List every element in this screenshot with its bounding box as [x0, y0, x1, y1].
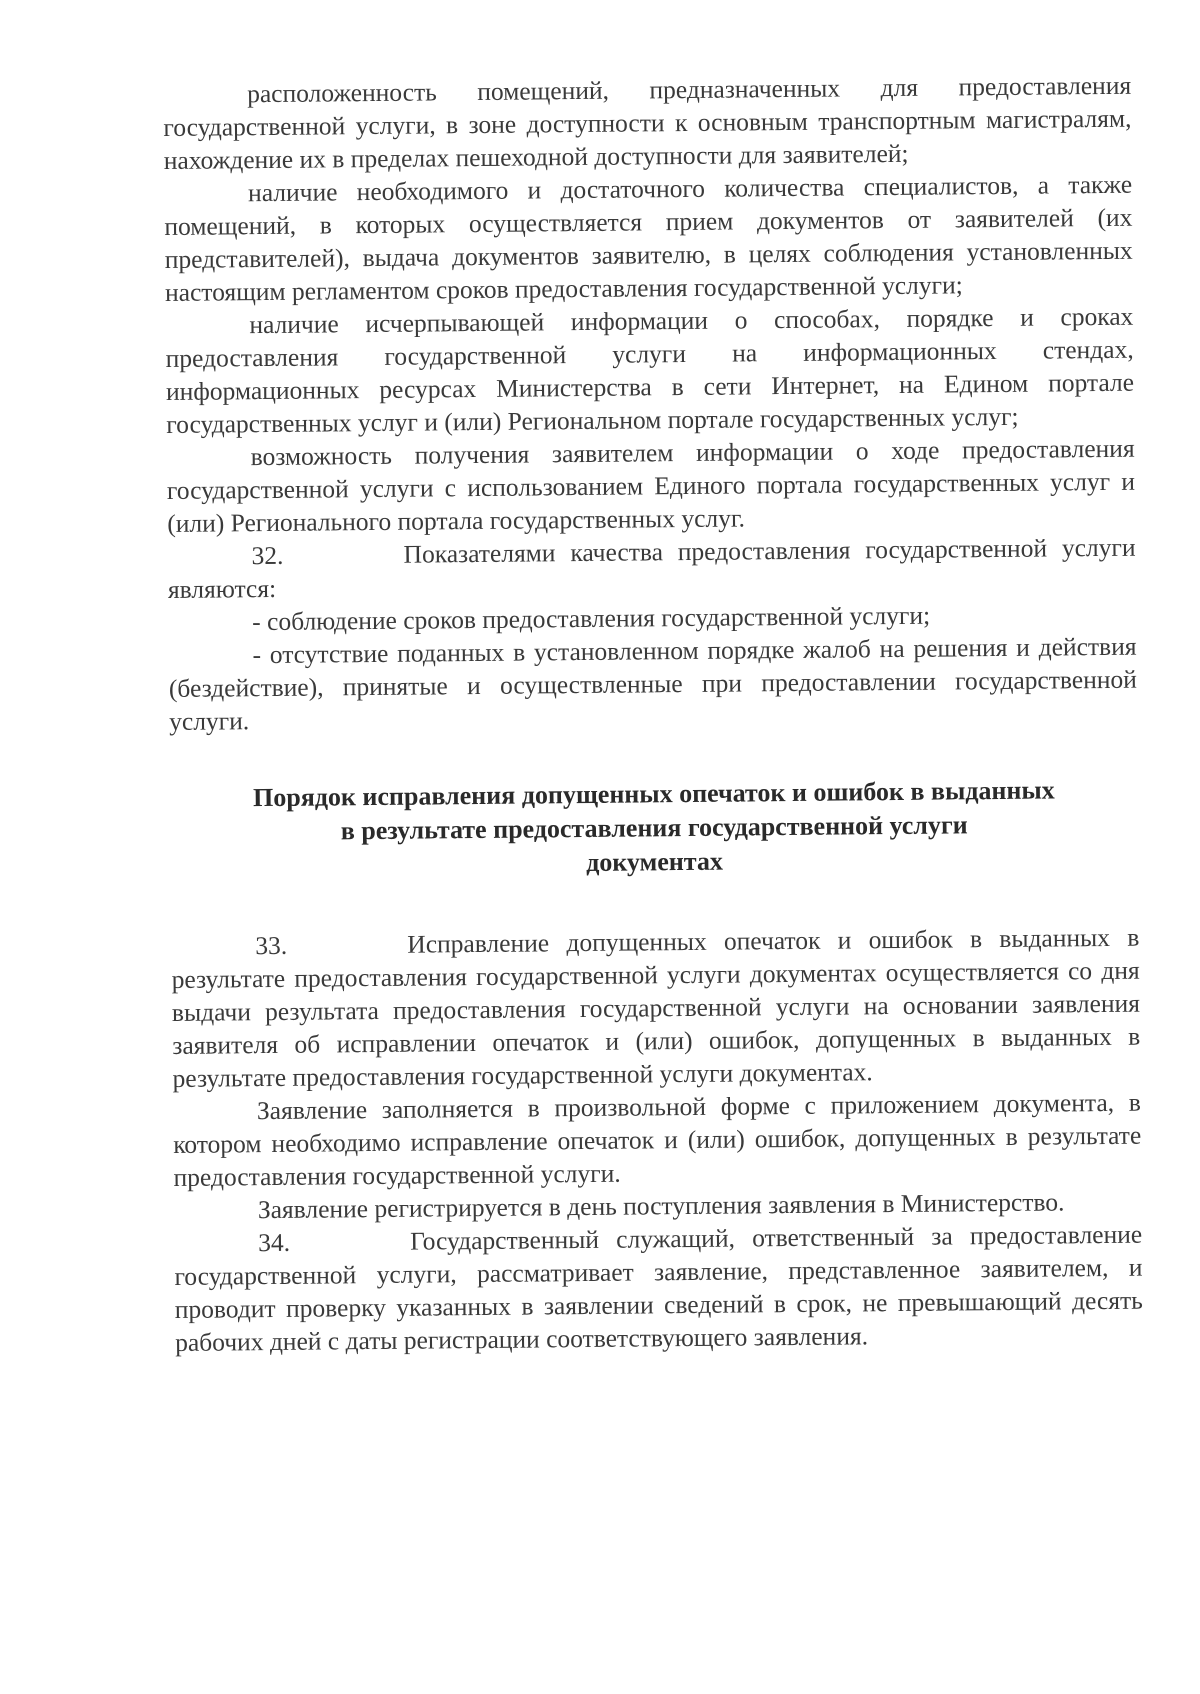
- section-heading: [170, 773, 1139, 884]
- item-32-bullet-deadlines: - соблюдение сроков предоставления государственной услуги;: [252, 600, 931, 637]
- item-34: [174, 1218, 1143, 1359]
- paragraph-information: наличие исчерпывающей информации о способах, порядке и сроках предоставления государственной услуги на информационных стендах, информационных ресурсах Министерства в сети Интернет, на Едином портале государственных услуг и (или) Региональном портале государственных услуг;: [165, 301, 1135, 439]
- paragraph-premises-location: расположенность помещений, предназначенных для предоставления государственной услуги, в зоне доступности к основным транспортным магистралям, нахождение их в пределах пешеходной доступности для заявителей;: [163, 70, 1132, 175]
- item-32-text: Показателями качества предоставления государственной услуги являются:: [167, 532, 1136, 604]
- paragraph-application-registration: Заявление регистрируется в день поступления заявления в Министерство.: [257, 1187, 1065, 1225]
- item-33-number: 33.: [255, 930, 288, 961]
- section-heading-line-1: Порядок исправления допущенных опечаток и ошибок в выданных: [252, 775, 1055, 813]
- item-34-number: 34.: [258, 1227, 291, 1258]
- item-32-bullet-complaints: - отсутствие поданных в установленном порядке жалоб на решения и действия (бездействие), принятые и осуществленные при предоставлении государственной услуги.: [168, 631, 1137, 736]
- section-heading-line-2: в результате предоставления государственной услуги: [340, 810, 968, 846]
- document-body: [163, 69, 1143, 1359]
- item-32: [167, 531, 1136, 606]
- section-heading-line-3: документах: [586, 846, 724, 877]
- item-33-text: Исправление допущенных опечаток и ошибок в выданных в результате предоставления государственной услуги документах осуществляется со дня выдачи результата предоставления государственной услуги на основании заявления заявителя об исправлении опечаток и (или) ошибок, допущенных в выданных в результате предоставления государственной услуги документах.: [171, 922, 1141, 1093]
- item-32-number: 32.: [251, 540, 284, 571]
- paragraph-application-form: Заявление заполняется в произвольной форме с приложением документа, в котором необходимо исправление опечаток и (или) ошибок, допущенных в результате предоставления государственной услуги.: [173, 1087, 1142, 1192]
- paragraph-specialists: наличие необходимого и достаточного количества специалистов, а также помещений, в которых осуществляется прием документов от заявителей (их представителей), выдача документов заявителю, в целях соблюдения установленных настоящим регламентом сроков предоставления государственной услуги;: [164, 169, 1133, 307]
- item-34-text: Государственный служащий, ответственный за предоставление государственной услуги, рассматривает заявление, представленное заявителем, и проводит проверку указанных в заявлении сведений в срок, не превышающий десять рабочих дней с даты регистрации соответствующего заявления.: [174, 1219, 1143, 1357]
- item-33: [171, 921, 1141, 1095]
- paragraph-status-information: возможность получения заявителем информации о ходе предоставления государственной услуги с использованием Единого портала государственных услуг и (или) Регионального портала государственных услуг.: [166, 433, 1136, 538]
